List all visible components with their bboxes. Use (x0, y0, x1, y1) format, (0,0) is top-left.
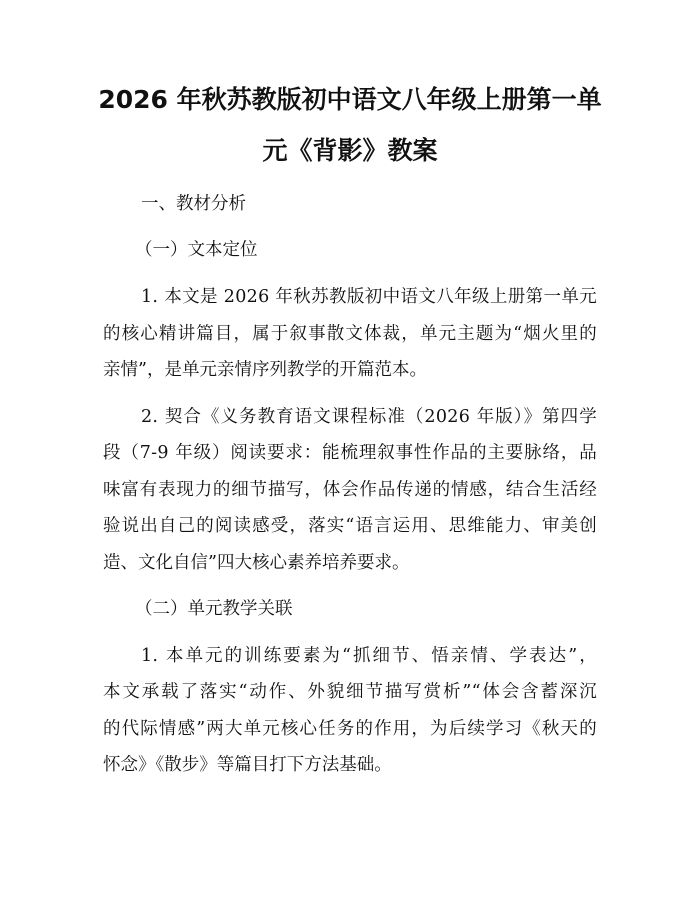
paragraph-3-line-3: 的代际情感”两大单元核心任务的作用，为后续学习《秋天的 (103, 719, 597, 739)
paragraph-2-line-4: 验说出自己的阅读感受，落实“语言运用、思维能力、审美创 (103, 516, 597, 536)
paragraph-2-line-3: 味富有表现力的细节描写，体会作品传递的情感，结合生活经 (103, 480, 597, 500)
paragraph-3-line-2: 本文承载了落实“动作、外貌细节描写赏析”“体会含蓄深沉 (103, 682, 597, 702)
paragraph-1-line-3: 亲情”，是单元亲情序列教学的开篇范本。 (103, 360, 427, 380)
paragraph-2-line-2: 段（7-9 年级）阅读要求：能梳理叙事性作品的主要脉络，品 (103, 443, 597, 463)
subsection-heading-text-positioning: （一）文本定位 (135, 240, 258, 260)
document-title-line-1: 2026 年秋苏教版初中语文八年级上册第一单 (98, 85, 602, 114)
paragraph-1-line-2: 的核心精讲篇目，属于叙事散文体裁，单元主题为“烟火里的 (103, 324, 597, 344)
section-heading-materials-analysis: 一、教材分析 (141, 194, 246, 214)
subsection-heading-unit-teaching-link: （二）单元教学关联 (135, 599, 293, 619)
paragraph-3-line-1: 1. 本单元的训练要素为“抓细节、悟亲情、学表达”， (141, 646, 597, 666)
paragraph-2-line-1: 2. 契合《义务教育语文课程标准（2026 年版）》第四学 (141, 407, 597, 427)
paragraph-3-line-4: 怀念》《散步》等篇目打下方法基础。 (103, 755, 392, 775)
document-title-line-2: 元《背影》教案 (262, 136, 438, 165)
paragraph-2-line-5: 造、文化自信”四大核心素养培养要求。 (103, 553, 410, 573)
paragraph-1-line-1: 1. 本文是 2026 年秋苏教版初中语文八年级上册第一单元 (141, 287, 597, 307)
